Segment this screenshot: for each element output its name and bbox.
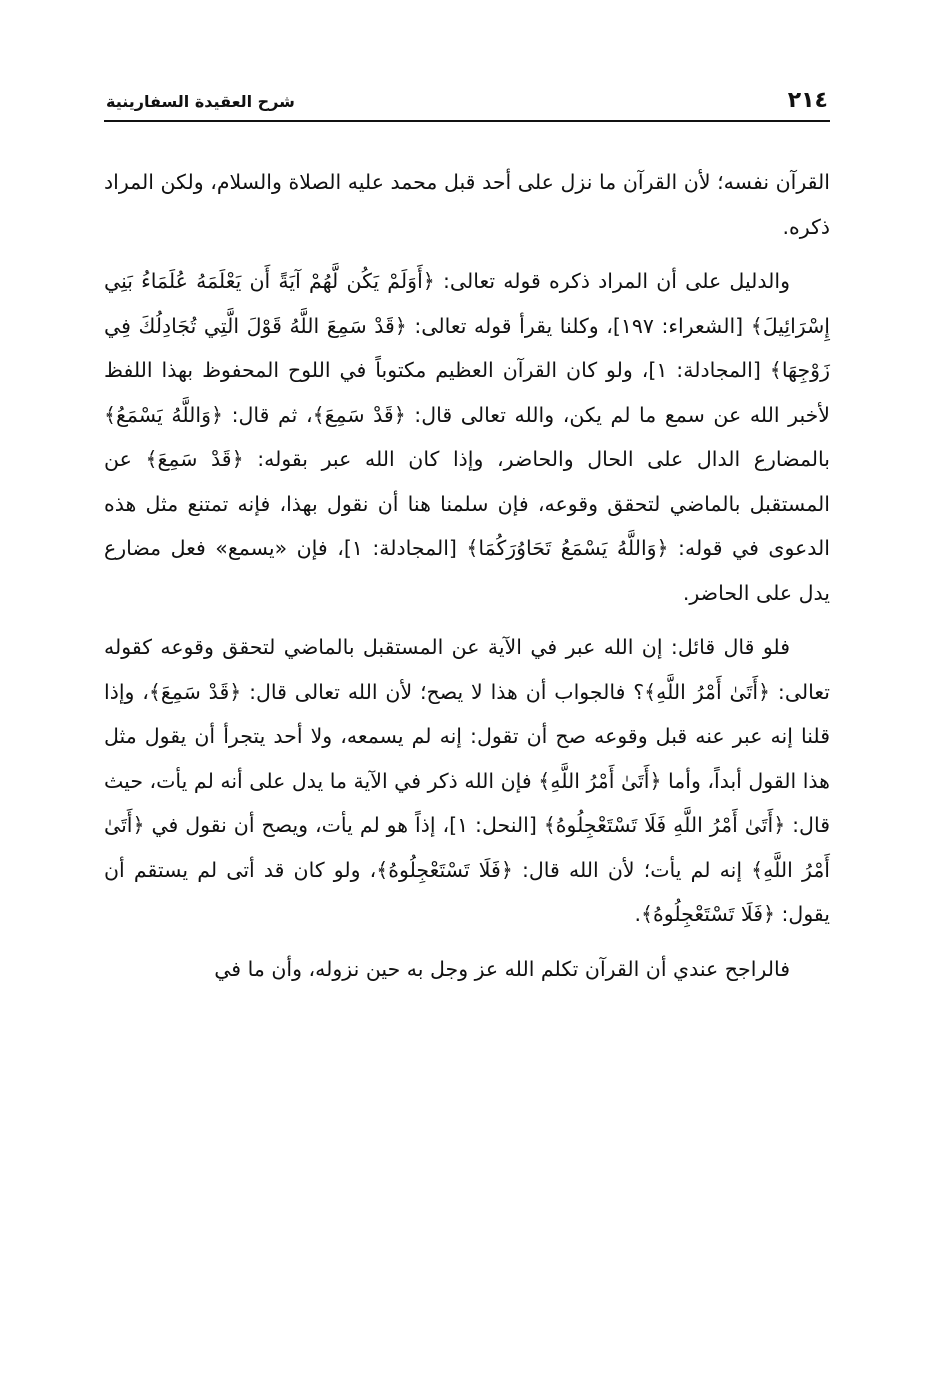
paragraph-4: فالراجح عندي أن القرآن تكلم الله عز وجل به حين نزوله، وأن ما في <box>214 956 790 981</box>
book-title: شرح العقيدة السفارينية <box>106 92 295 111</box>
page-body <box>104 160 830 991</box>
header-divider <box>104 120 830 122</box>
paragraph-3: فلو قال قائل: إن الله عبر في الآية عن المستقبل بالماضي لتحقق وقوعه كقوله تعالى: ﴿أَتَىٰ أَمْرُ اللَّهِ﴾؟ فالجواب أن هذا لا يصح؛ لأن الله تعالى قال: ﴿قَدْ سَمِعَ﴾، وإذا قلنا إنه عبر عنه قبل وقوعه صح أن تقول: إنه لم يسمعه، ولا أحد يتجرأ أن يقول مثل هذا القول أبداً، وأما ﴿أَتَىٰ أَمْرُ اللَّهِ﴾ فإن الله ذكر في الآية ما يدل على أنه لم يأت، حيث قال: ﴿أَتَىٰ أَمْرُ اللَّهِ فَلَا تَسْتَعْجِلُوهُ﴾ [النحل: ١]، إذاً هو لم يأت، ويصح أن نقول في ﴿أَتَىٰ أَمْرُ اللَّهِ﴾ إنه لم يأت؛ لأن الله قال: ﴿فَلَا تَسْتَعْجِلُوهُ﴾، ولو كان قد أتى لم يستقم أن يقول: ﴿فَلَا تَسْتَعْجِلُوهُ﴾. <box>104 635 830 926</box>
paragraph-2: والدليل على أن المراد ذكره قوله تعالى: ﴿أَوَلَمْ يَكُن لَّهُمْ آيَةً أَن يَعْلَمَهُ عُلَمَاءُ بَنِي إِسْرَائِيلَ﴾ [الشعراء: ١٩٧]، وكلنا يقرأ قوله تعالى: ﴿قَدْ سَمِعَ اللَّهُ قَوْلَ الَّتِي تُجَادِلُكَ فِي زَوْجِهَا﴾ [المجادلة: ١]، ولو كان القرآن العظيم مكتوباً في اللوح المحفوظ بهذا اللفظ لأخبر الله عن سمع ما لم يكن، والله تعالى قال: ﴿قَدْ سَمِعَ﴾، ثم قال: ﴿وَاللَّهُ يَسْمَعُ﴾ بالمضارع الدال على الحال والحاضر، وإذا كان الله عبر بقوله: ﴿قَدْ سَمِعَ﴾ عن المستقبل بالماضي لتحقق وقوعه، فإن سلمنا هنا أن نقول بهذا، فإنه تمتنع مثل هذه الدعوى في قوله: ﴿وَاللَّهُ يَسْمَعُ تَحَاوُرَكُمَا﴾ [المجادلة: ١]، فإن «يسمع» فعل مضارع يدل على الحاضر. <box>104 269 830 605</box>
page-number: ٢١٤ <box>787 88 828 113</box>
paragraph-1: القرآن نفسه؛ لأن القرآن ما نزل على أحد قبل محمد عليه الصلاة والسلام، ولكن المراد ذكره. <box>104 170 830 239</box>
running-header <box>106 86 828 118</box>
